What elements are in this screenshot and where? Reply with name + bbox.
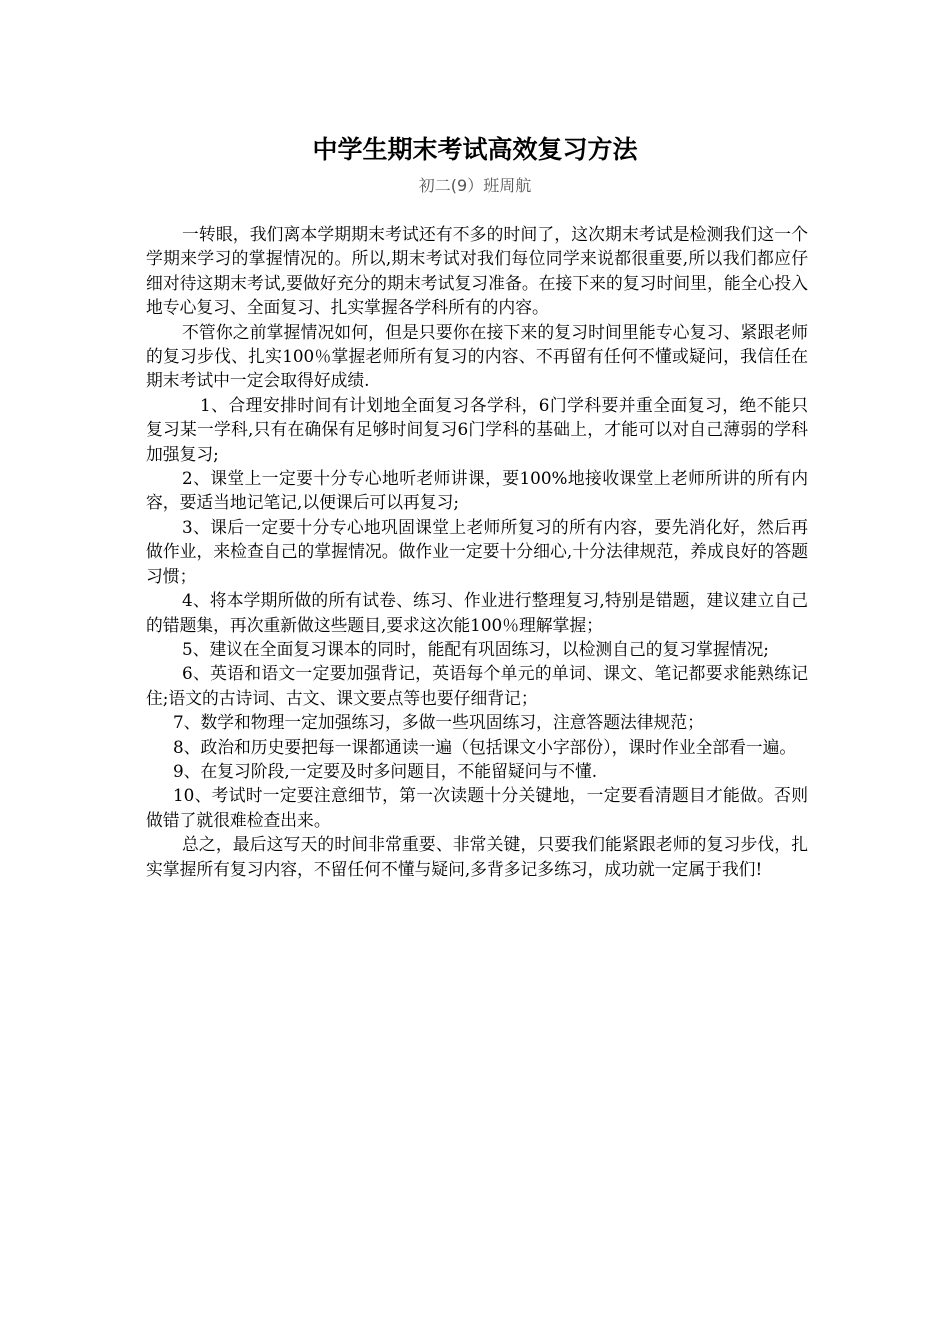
list-item-4: 4、将本学期所做的所有试卷、练习、作业进行整理复习,特别是错题，建议建立自己的错题集，再次重新做这些题目,要求这次能100％理解掌握； [146, 590, 808, 635]
paragraph-encouragement: 不管你之前掌握情况如何，但是只要你在接下来的复习时间里能专心复习、紧跟老师的复习步伐、扎实100％掌握老师所有复习的内容、不再留有任何不懂或疑问，我信任在期末考试中一定会取得好成绩. [146, 321, 808, 391]
list-item-5: 5、建议在全面复习课本的同时，能配有巩固练习，以检测自己的复习掌握情况; [182, 638, 769, 659]
list-item-8: 8、政治和历史要把每一课都通读一遍（包括课文小字部份），课时作业全部看一遍。 [173, 736, 797, 757]
paragraph-intro: 一转眼，我们离本学期期末考试还有不多的时间了，这次期末考试是检测我们这一个学期来学习的掌握情况的。所以,期末考试对我们每位同学来说都很重要,所以我们都应仔细对待这期末考试,要做好充分的期末考试复习准备。在接下来的复习时间里，能全心投入地专心复习、全面复习、扎实掌握各学科所有的内容。 [146, 224, 808, 318]
list-item-6: 6、英语和语文一定要加强背记，英语每个单元的单词、课文、笔记都要求能熟练记住;语文的古诗词、古文、课文要点等也要仔细背记； [146, 663, 808, 708]
author-line: 初二(9）班周航 [418, 176, 532, 195]
list-item-9: 9、在复习阶段,一定要及时多问题目，不能留疑问与不懂. [173, 760, 598, 781]
list-item-10: 10、考试时一定要注意细节，第一次读题十分关键地，一定要看清题目才能做。否则做错了就很难检查出来。 [146, 785, 808, 830]
document-body [146, 222, 808, 881]
list-item-1: 1、合理安排时间有计划地全面复习各学科，6门学科要并重全面复习，绝不能只复习某一学科,只有在确保有足够时间复习6门学科的基础上，才能可以对自己薄弱的学科加强复习; [146, 394, 808, 464]
list-item-2: 2、课堂上一定要十分专心地听老师讲课，要100%地接收课堂上老师所讲的所有内容，要适当地记笔记,以便课后可以再复习; [146, 468, 808, 513]
paragraph-conclusion: 总之，最后这写天的时间非常重要、非常关键，只要我们能紧跟老师的复习步伐，扎实掌握所有复习内容，不留任何不懂与疑问,多背多记多练习，成功就一定属于我们! [146, 834, 808, 879]
list-item-7: 7、数学和物理一定加强练习，多做一些巩固练习，注意答题法律规范； [173, 712, 704, 733]
page-title: 中学生期末考试高效复习方法 [312, 135, 638, 164]
list-item-3: 3、课后一定要十分专心地巩固课堂上老师所复习的所有内容，要先消化好，然后再做作业，来检查自己的掌握情况。做作业一定要十分细心,十分法律规范，养成良好的答题习惯； [146, 516, 808, 586]
